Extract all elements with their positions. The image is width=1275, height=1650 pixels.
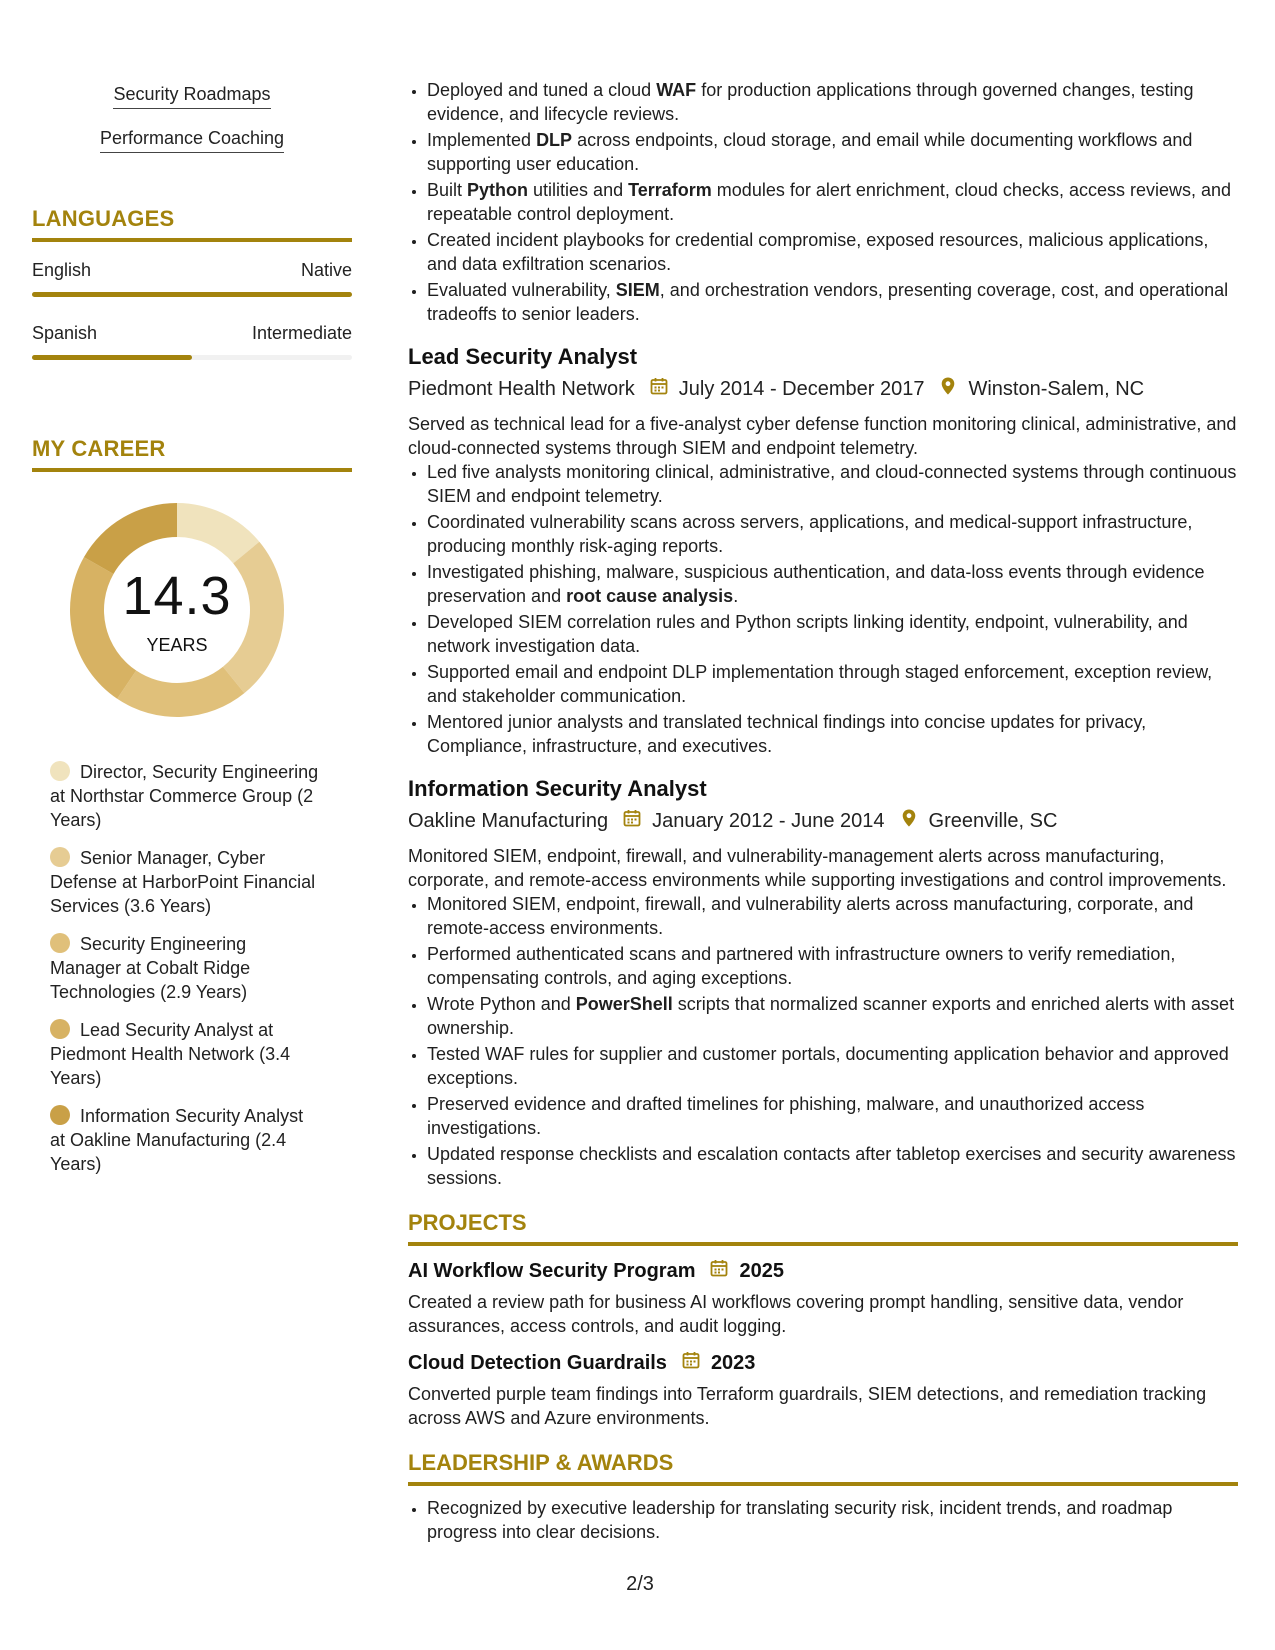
calendar-icon [649, 376, 669, 402]
bullet-item: • Wrote Python and PowerShell scripts that normalized scanner exports and enriched alerts with asset ownership. [427, 992, 1238, 1040]
project-entry [408, 1350, 1238, 1430]
legend-swatch [50, 1019, 70, 1039]
job-dates: July 2014 - December 2017 [678, 377, 925, 400]
location-pin-icon [938, 376, 958, 396]
calendar-icon [622, 808, 642, 828]
job-bullets [408, 892, 1238, 1190]
calendar-icon [709, 1258, 729, 1284]
location-pin-icon [899, 808, 919, 834]
bullet-item: • Recognized by executive leadership for translating security risk, incident trends, and roadmap progress into clear decisions. [427, 1496, 1238, 1544]
calendar-icon [709, 1258, 729, 1278]
left-column [32, 80, 352, 1190]
calendar-icon [649, 376, 669, 396]
projects-heading: PROJECTS [408, 1210, 1238, 1246]
language-bar-fill [32, 292, 352, 297]
project-header [408, 1258, 1238, 1284]
location-pin-icon [938, 376, 958, 402]
legend-label: Director, Security Engineering at Northstar Commerce Group (2 Years) [50, 762, 319, 830]
language-bar-fill [32, 355, 192, 360]
job-bullets [408, 460, 1238, 758]
skill-tag: Security Roadmaps [113, 84, 270, 109]
skill-tag: Performance Coaching [100, 128, 284, 153]
legend-swatch [50, 1105, 70, 1125]
project-year: 2023 [710, 1351, 756, 1374]
bullet-item: • Updated response checklists and escalation contacts after tabletop exercises and security awareness sessions. [427, 1142, 1238, 1190]
career-total-unit: YEARS [146, 635, 208, 655]
legend-swatch [50, 761, 70, 781]
leadership-bullets [408, 1496, 1238, 1544]
bullet-item: • Monitored SIEM, endpoint, firewall, and vulnerability alerts across manufacturing, corporate, and remote-access environments. [427, 892, 1238, 940]
language-name: English [32, 260, 92, 280]
language-level: Native [300, 260, 352, 280]
calendar-icon [681, 1350, 701, 1376]
job-entry [408, 776, 1238, 1190]
career-legend-item [50, 846, 320, 918]
language-bar [32, 355, 352, 360]
job-company: Piedmont Health Network [408, 377, 635, 400]
bullet-item: • Evaluated vulnerability, SIEM, and orchestration vendors, presenting coverage, cost, and operational tradeoffs to senior leaders. [427, 278, 1238, 326]
language-item [32, 260, 352, 297]
career-legend-item [50, 760, 320, 832]
project-header [408, 1350, 1238, 1376]
job-meta [408, 808, 1238, 834]
job-summary: Monitored SIEM, endpoint, firewall, and vulnerability-management alerts across manufacturing, corporate, and remote-access environments while supporting investigations and control improvements. [408, 846, 1227, 890]
projects-list [408, 1258, 1238, 1430]
bullet-item: • Preserved evidence and drafted timelines for phishing, malware, and unauthorized access investigations. [427, 1092, 1238, 1140]
calendar-icon [681, 1350, 701, 1370]
project-name: AI Workflow Security Program [408, 1259, 696, 1282]
bullet-item: • Tested WAF rules for supplier and customer portals, documenting application behavior and approved exceptions. [427, 1042, 1238, 1090]
language-bar [32, 292, 352, 297]
job-entry [408, 344, 1238, 758]
experience-jobs [408, 344, 1238, 1190]
legend-label: Security Engineering Manager at Cobalt Ridge Technologies (2.9 Years) [50, 934, 251, 1002]
project-description: Created a review path for business AI workflows covering prompt handling, sensitive data, vendor assurances, access controls, and audit logging. [408, 1292, 1184, 1336]
career-donut-chart [32, 500, 352, 750]
carryover-bullets [408, 78, 1238, 326]
legend-swatch [50, 933, 70, 953]
career-legend-item [50, 932, 320, 1004]
career-legend-item [50, 1104, 320, 1176]
bullet-item: • Built Python utilities and Terraform modules for alert enrichment, cloud checks, access reviews, and repeatable control deployment. [427, 178, 1238, 226]
bullet-item: • Developed SIEM correlation rules and Python scripts linking identity, endpoint, vulnerability, and network investigation data. [427, 610, 1238, 658]
bullet-item: • Deployed and tuned a cloud WAF for production applications through governed changes, testing evidence, and lifecycle reviews. [427, 78, 1238, 126]
bullet-item: • Led five analysts monitoring clinical, administrative, and cloud-connected systems through continuous SIEM and endpoint telemetry. [427, 460, 1238, 508]
project-name: Cloud Detection Guardrails [408, 1351, 667, 1374]
language-level: Intermediate [251, 323, 352, 343]
legend-swatch [50, 847, 70, 867]
project-entry [408, 1258, 1238, 1338]
page-number: 2/3 [626, 1573, 654, 1595]
bullet-item: • Supported email and endpoint DLP implementation through staged enforcement, exception review, and stakeholder communication. [427, 660, 1238, 708]
legend-label: Lead Security Analyst at Piedmont Health Network (3.4 Years) [50, 1020, 291, 1088]
job-summary: Served as technical lead for a five-analyst cyber defense function monitoring clinical, administrative, and cloud-connected systems through SIEM and endpoint telemetry. [408, 414, 1237, 458]
job-title: Information Security Analyst [408, 776, 707, 801]
job-location: Greenville, SC [928, 809, 1058, 832]
job-title: Lead Security Analyst [408, 344, 638, 369]
project-description: Converted purple team findings into Terraform guardrails, SIEM detections, and remediation tracking across AWS and Azure environments. [408, 1384, 1207, 1428]
skills-list [32, 80, 352, 168]
language-name: Spanish [32, 323, 98, 343]
language-item [32, 323, 352, 360]
bullet-item: • Performed authenticated scans and partnered with infrastructure owners to verify remediation, compensating controls, and aging exceptions. [427, 942, 1238, 990]
legend-label: Senior Manager, Cyber Defense at HarborPoint Financial Services (3.6 Years) [50, 848, 316, 916]
bullet-item: • Coordinated vulnerability scans across servers, applications, and medical-support infrastructure, producing monthly risk-aging reports. [427, 510, 1238, 558]
career-legend [32, 760, 320, 1176]
right-column [408, 78, 1238, 1546]
job-meta [408, 376, 1238, 402]
location-pin-icon [899, 808, 919, 828]
bullet-item: • Investigated phishing, malware, suspicious authentication, and data-loss events through evidence preservation and root cause analysis. [427, 560, 1238, 608]
project-year: 2025 [739, 1259, 784, 1282]
bullet-item: • Implemented DLP across endpoints, cloud storage, and email while documenting workflows and supporting user education. [427, 128, 1238, 176]
languages-heading: LANGUAGES [32, 206, 352, 242]
donut-segment [117, 667, 244, 717]
career-heading: MY CAREER [32, 436, 352, 472]
career-total-years: 14.3 [122, 566, 232, 626]
bullet-item: • Created incident playbooks for credential compromise, exposed resources, malicious applications, and data exfiltration scenarios. [427, 228, 1238, 276]
career-legend-item [50, 1018, 320, 1090]
job-company: Oakline Manufacturing [408, 809, 609, 832]
leadership-heading: LEADERSHIP & AWARDS [408, 1450, 1238, 1486]
donut-segment [84, 503, 177, 574]
legend-label: Information Security Analyst at Oakline Manufacturing (2.4 Years) [50, 1106, 304, 1174]
bullet-item: • Mentored junior analysts and translated technical findings into concise updates for privacy, Compliance, infrastructure, and executives. [427, 710, 1238, 758]
job-location: Winston-Salem, NC [968, 377, 1145, 400]
job-dates: January 2012 - June 2014 [652, 809, 885, 832]
calendar-icon [622, 808, 642, 834]
